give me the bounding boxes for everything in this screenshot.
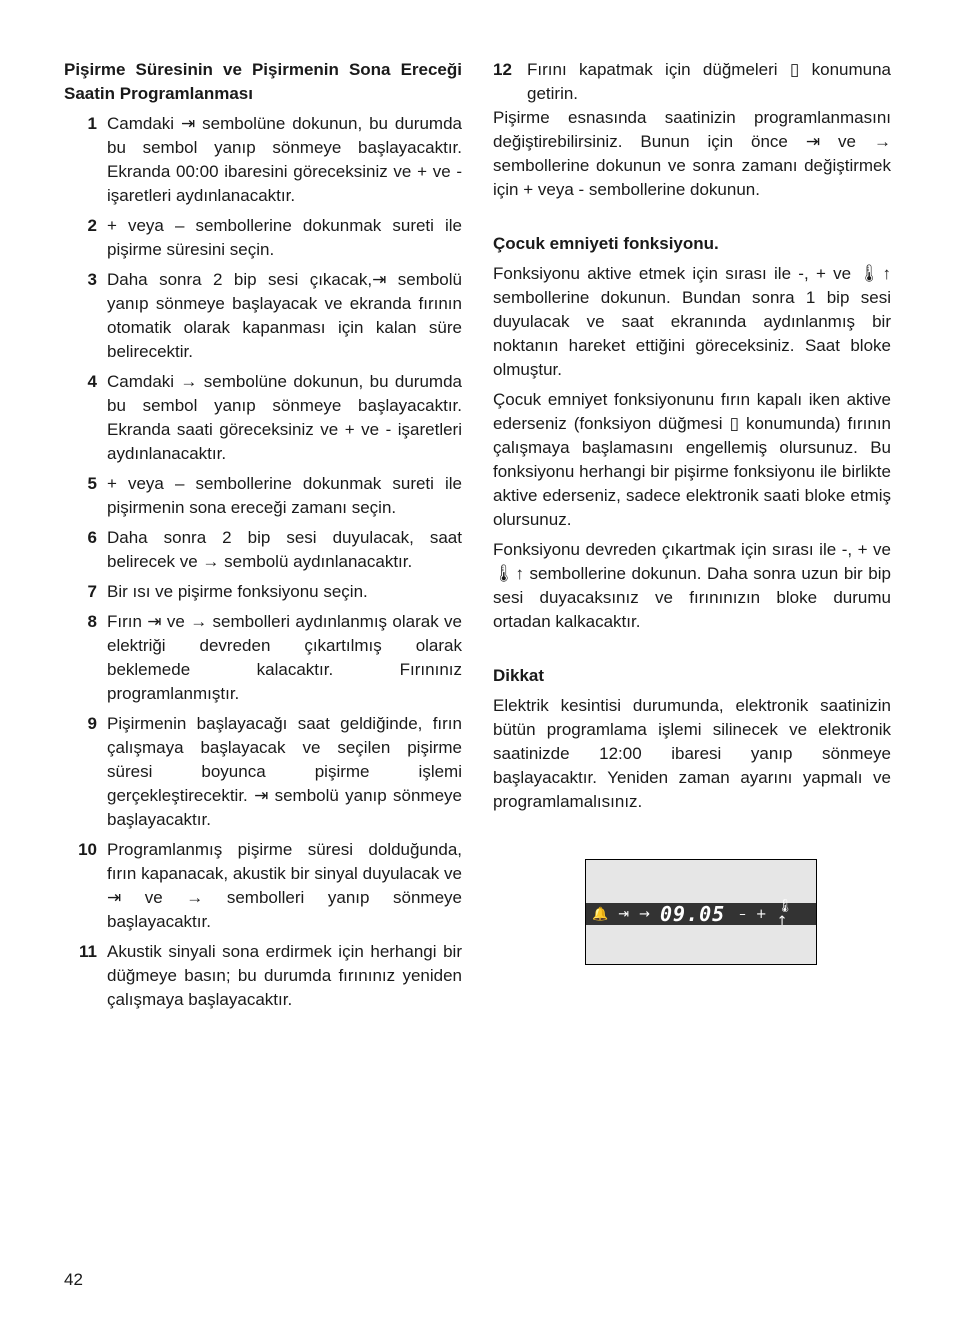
item-text: Daha sonra 2 bip sesi duyulacak, saat belirecek ve → sembolü aydınlanacaktır. xyxy=(107,528,462,571)
attention-heading: Dikkat xyxy=(493,666,545,685)
list-item xyxy=(64,526,462,574)
end-time-icon: → xyxy=(639,906,650,922)
item-number: 10 xyxy=(78,840,97,859)
paragraph: Elektrik kesintisi durumunda, elektronik saatinizin bütün programlama işlemi silinecek ve elektronik saatinizde 12:00 ibaresi yanıp sönmeye başlayacaktır. Yeniden zaman ayarını yapmalı ve programlamalısınız. xyxy=(493,696,891,811)
list-item xyxy=(64,940,462,1012)
item-number: 8 xyxy=(87,612,97,631)
item-text: Pişirmenin başlayacağı saat geldiğinde, fırın çalışmaya başlayacak ve seçilen pişirme süresi boyunca pişirme işlemi gerçekleştirecektir. ⇥ sembolü yanıp sönmeye başlayacaktır. xyxy=(107,714,462,829)
item-number: 3 xyxy=(87,270,97,289)
duration-icon: ⇥ xyxy=(618,906,630,922)
right-column xyxy=(493,58,891,820)
page-number: 42 xyxy=(64,1270,83,1289)
item-text: Fırın ⇥ ve → sembolleri aydınlanmış olarak ve elektriği devreden çıkartılmış olarak beklemede kalacaktır. Fırınınız programlanmıştır. xyxy=(107,612,462,703)
item-text: Fırını kapatmak için düğmeleri ▯ konumuna getirin. xyxy=(527,60,891,103)
item-number: 12 xyxy=(493,60,512,79)
item-text: Bir ısı ve pişirme fonksiyonu seçin. xyxy=(107,582,368,601)
item-text: Akustik sinyali sona erdirmek için herhangi bir düğmeye basın; bu durumda fırınınız yeniden çalışmaya başlayacaktır. xyxy=(107,942,462,1009)
paragraph: Fonksiyonu aktive etmek için sırası ile -, + ve 🌡↑ sembollerine dokunun. Bundan sonra 1 bip sesi duyulacak ve saat ekranında aydınlanmış bir noktanın hareket ettiğini göreceksiniz. Saat bloke olmuştur. xyxy=(493,264,891,379)
lock-icon: 🌡↑ xyxy=(776,899,794,929)
left-column xyxy=(64,58,462,1012)
item-number: 4 xyxy=(87,372,97,391)
paragraph: Fonksiyonu devreden çıkartmak için sırası ile -, + ve 🌡↑ sembollerine dokunun. Daha sonra uzun bir bip sesi duyacaksınız ve fırınınızın bloke durumu ortadan kalkacaktır. xyxy=(493,540,891,631)
item-number: 9 xyxy=(87,714,97,733)
list-item xyxy=(64,112,462,208)
item-number: 6 xyxy=(87,528,97,547)
paragraph: Çocuk emniyet fonksiyonunu fırın kapalı iken aktive ederseniz (fonksiyon düğmesi ▯ konumunda) fırının çalışmaya başlamasını engellemiş olursunuz. Bu fonksiyonu herhangi bir pişirme fonksiyonu ile birlikte aktive ederseniz, sadece elektronik saati bloke etmiş olursunuz. xyxy=(493,390,891,529)
list-item xyxy=(64,268,462,364)
list-item xyxy=(64,580,462,604)
list-item xyxy=(64,370,462,466)
item-number: 2 xyxy=(87,216,97,235)
item-number: 11 xyxy=(79,942,97,961)
paragraph: Pişirme esnasında saatinizin programlanmasını değiştirebilirsiniz. Bunun için önce ⇥ ve → sembollerine dokunun ve sonra zamanı değiştirmek için + veya - sembollerine dokunun. xyxy=(493,108,891,199)
list-item xyxy=(64,610,462,706)
minus-icon: – xyxy=(739,906,746,922)
plus-icon: + xyxy=(755,906,767,922)
display-strip xyxy=(586,899,816,929)
display-time: 09.05 xyxy=(660,902,726,926)
item-number: 1 xyxy=(87,114,97,133)
child-lock-heading: Çocuk emniyeti fonksiyonu. xyxy=(493,234,719,253)
list-item xyxy=(64,214,462,262)
item-text: Programlanmış pişirme süresi dolduğunda, fırın kapanacak, akustik bir sinyal duyulacak ve ⇥ ve → sembolleri yanıp sönmeye başlayacaktır. xyxy=(107,840,462,931)
list-item xyxy=(493,58,891,106)
list-item xyxy=(64,712,462,832)
item-text: + veya – sembollerine dokunmak sureti ile pişirme süresini seçin. xyxy=(107,216,462,259)
bell-icon: 🔔 xyxy=(592,906,609,922)
oven-clock-display xyxy=(585,859,817,965)
item-text: Camdaki → sembolüne dokunun, bu durumda bu sembol yanıp sönmeye başlayacaktır. Ekranda saati göreceksiniz ve + ve - işaretleri aydınlanacaktır. xyxy=(107,372,462,463)
item-number: 5 xyxy=(87,474,97,493)
list-item xyxy=(64,838,462,934)
item-number: 7 xyxy=(87,582,97,601)
item-text: + veya – sembollerine dokunmak sureti ile pişirmenin sona ereceği zamanı seçin. xyxy=(107,474,462,517)
item-text: Daha sonra 2 bip sesi çıkacak,⇥ sembolü yanıp sönmeye başlayacak ve ekranda fırının otomatik olarak kapanması için kalan süre belirecektir. xyxy=(107,270,462,361)
item-text: Camdaki ⇥ sembolüne dokunun, bu durumda bu sembol yanıp sönmeye başlayacaktır. Ekranda 00:00 ibaresini göreceksiniz ve + ve - işaretleri aydınlanacaktır. xyxy=(107,114,462,205)
list-item xyxy=(64,472,462,520)
section-heading: Pişirme Süresinin ve Pişirmenin Sona Ereceği Saatin Programlanması xyxy=(64,60,462,103)
